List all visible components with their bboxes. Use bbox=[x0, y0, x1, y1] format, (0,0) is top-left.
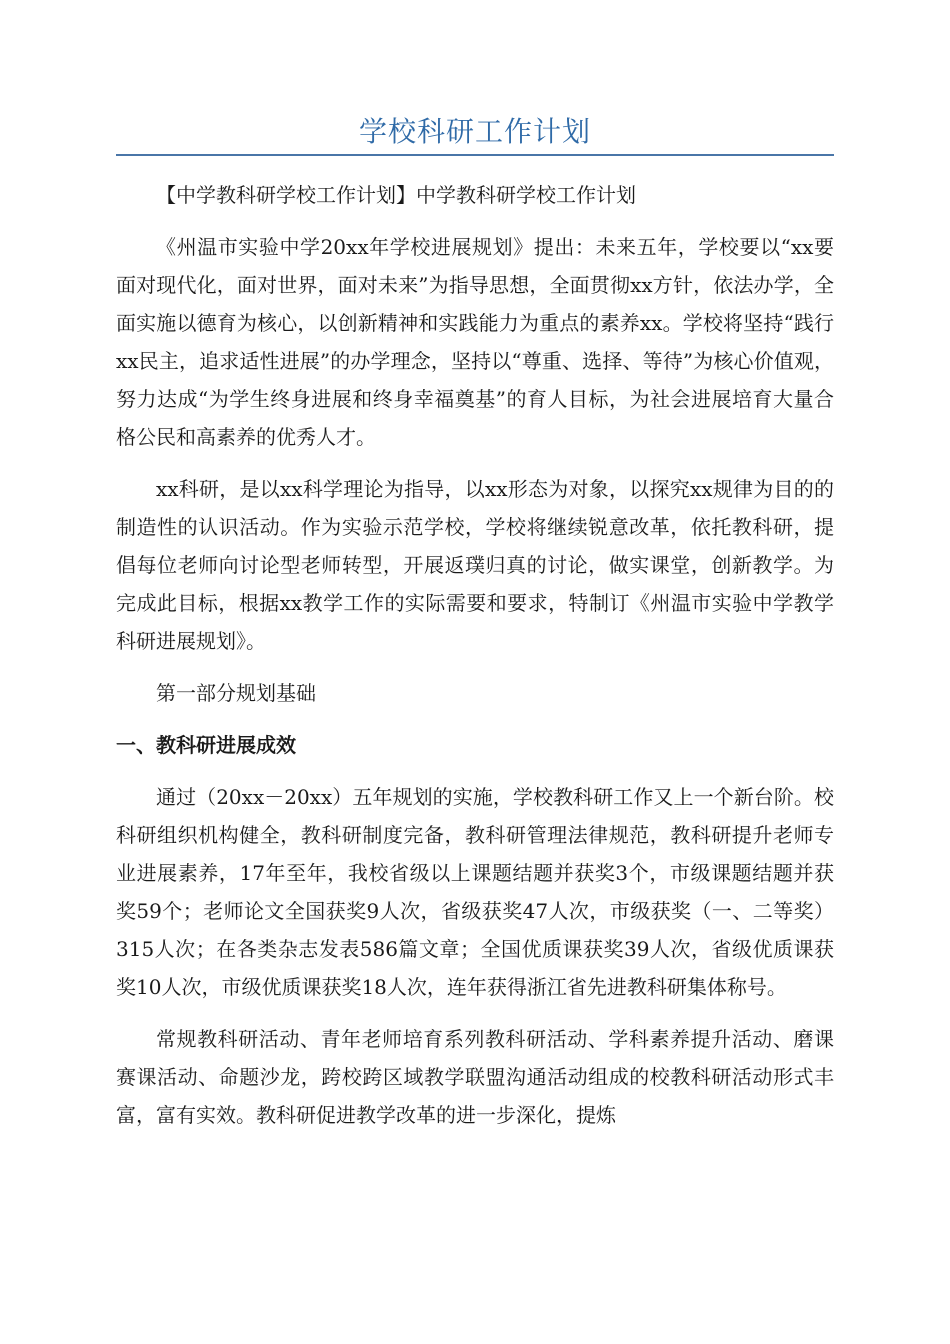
body-paragraph: xx科研，是以xx科学理论为指导，以xx形态为对象，以探究xx规律为目的的制造性的认识活动。作为实验示范学校，学校将继续锐意改革，依托教科研，提倡每位老师向讨论型老师转型，开展返璞归真的讨论，做实课堂，创新教学。为完成此目标，根据xx教学工作的实际需要和要求，特制订《州温市实验中学教学科研进展规划》。 bbox=[116, 477, 834, 653]
body-paragraph: 通过（20xx－20xx）五年规划的实施，学校教科研工作又上一个新台阶。校科研组织机构健全，教科研制度完备，教科研管理法律规范，教科研提升老师专业进展素养，17年至年，我校省级以上课题结题并获奖3个，市级课题结题并获奖59个；老师论文全国获奖9人次，省级获奖47人次，市级获奖（一、二等奖）315人次；在各类杂志发表586篇文章；全国优质课获奖39人次，省级优质课获奖10人次，市级优质课获奖18人次，连年获得浙江省先进教科研集体称号。 bbox=[116, 785, 834, 999]
body-paragraph: 常规教科研活动、青年老师培育系列教科研活动、学科素养提升活动、磨课赛课活动、命题沙龙，跨校跨区域教学联盟沟通活动组成的校教科研活动形式丰富，富有实效。教科研促进教学改革的进一步深化，提炼 bbox=[116, 1027, 834, 1127]
body-paragraph: 《州温市实验中学20xx年学校进展规划》提出：未来五年，学校要以“xx要面对现代化，面对世界，面对未来”为指导思想，全面贯彻xx方针，依法办学，全面实施以德育为核心，以创新精神和实践能力为重点的素养xx。学校将坚持“践行xx民主，追求适性进展”的办学理念，坚持以“尊重、选择、等待”为核心价值观，努力达成“为学生终身进展和终身幸福奠基”的育人目标，为社会进展培育大量合格公民和高素养的优秀人才。 bbox=[116, 235, 834, 449]
document-body bbox=[116, 176, 834, 1148]
section-heading: 一、教科研进展成效 bbox=[116, 733, 296, 757]
title-underline bbox=[116, 154, 834, 156]
section-label: 第一部分规划基础 bbox=[156, 681, 316, 705]
document-title: 学校科研工作计划 bbox=[358, 115, 591, 148]
subtitle-paragraph: 【中学教科研学校工作计划】中学教科研学校工作计划 bbox=[156, 183, 636, 207]
